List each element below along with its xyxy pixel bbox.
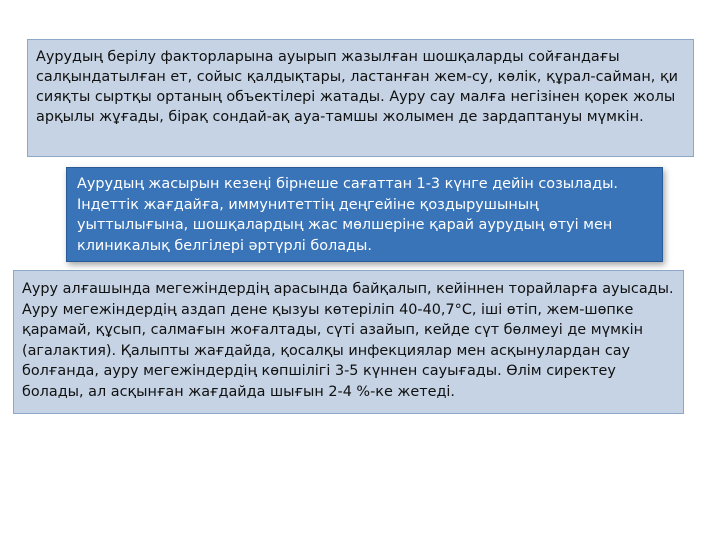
clinical-signs-paragraph: Ауру алғашында мегежіндердің арасында байқалып, кейіннен торайларға ауысады. Ауру мегежіндердің аздап дене қызуы көтеріліп 40-40,7°С, іші өтіп, жем-шөпке қарамай, құсып, салмағын жоғалтады, сүті азайып, кейде сүт бөлмеуі де мүмкін (агалактия). Қалыпты жағдайда, қосалқы инфекциялар мен асқынулардан сау болғанда, ауру мегежіндердің көпшілігі 3-5 күннен сауығады. Өлім сиректеу болады, ал асқынған жағдайда шығын 2-4 %-ке жетеді.: [13, 270, 684, 414]
incubation-period-paragraph: Аурудың жасырын кезеңі бірнеше сағаттан 1-3 күнге дейін созылады. Індеттік жағдайға, иммунитеттің деңгейіне қоздырушының уыттылығына, шошқалардың жас мөлшеріне қарай аурудың өтуі мен клиникалық белгілері әртүрлі болады.: [66, 167, 663, 262]
transmission-factors-paragraph: Аурудың берілу факторларына ауырып жазылған шошқаларды сойғандағы салқындатылған ет, сойыс қалдықтары, ластанған жем-су, көлік, құрал-сайман, қи сияқты сыртқы ортаның объектілері жатады. Ауру сау малға негізінен қорек жолы арқылы жұғады, бірақ сондай-ақ ауа-тамшы жолымен де зардаптануы мүмкін.: [27, 39, 694, 157]
